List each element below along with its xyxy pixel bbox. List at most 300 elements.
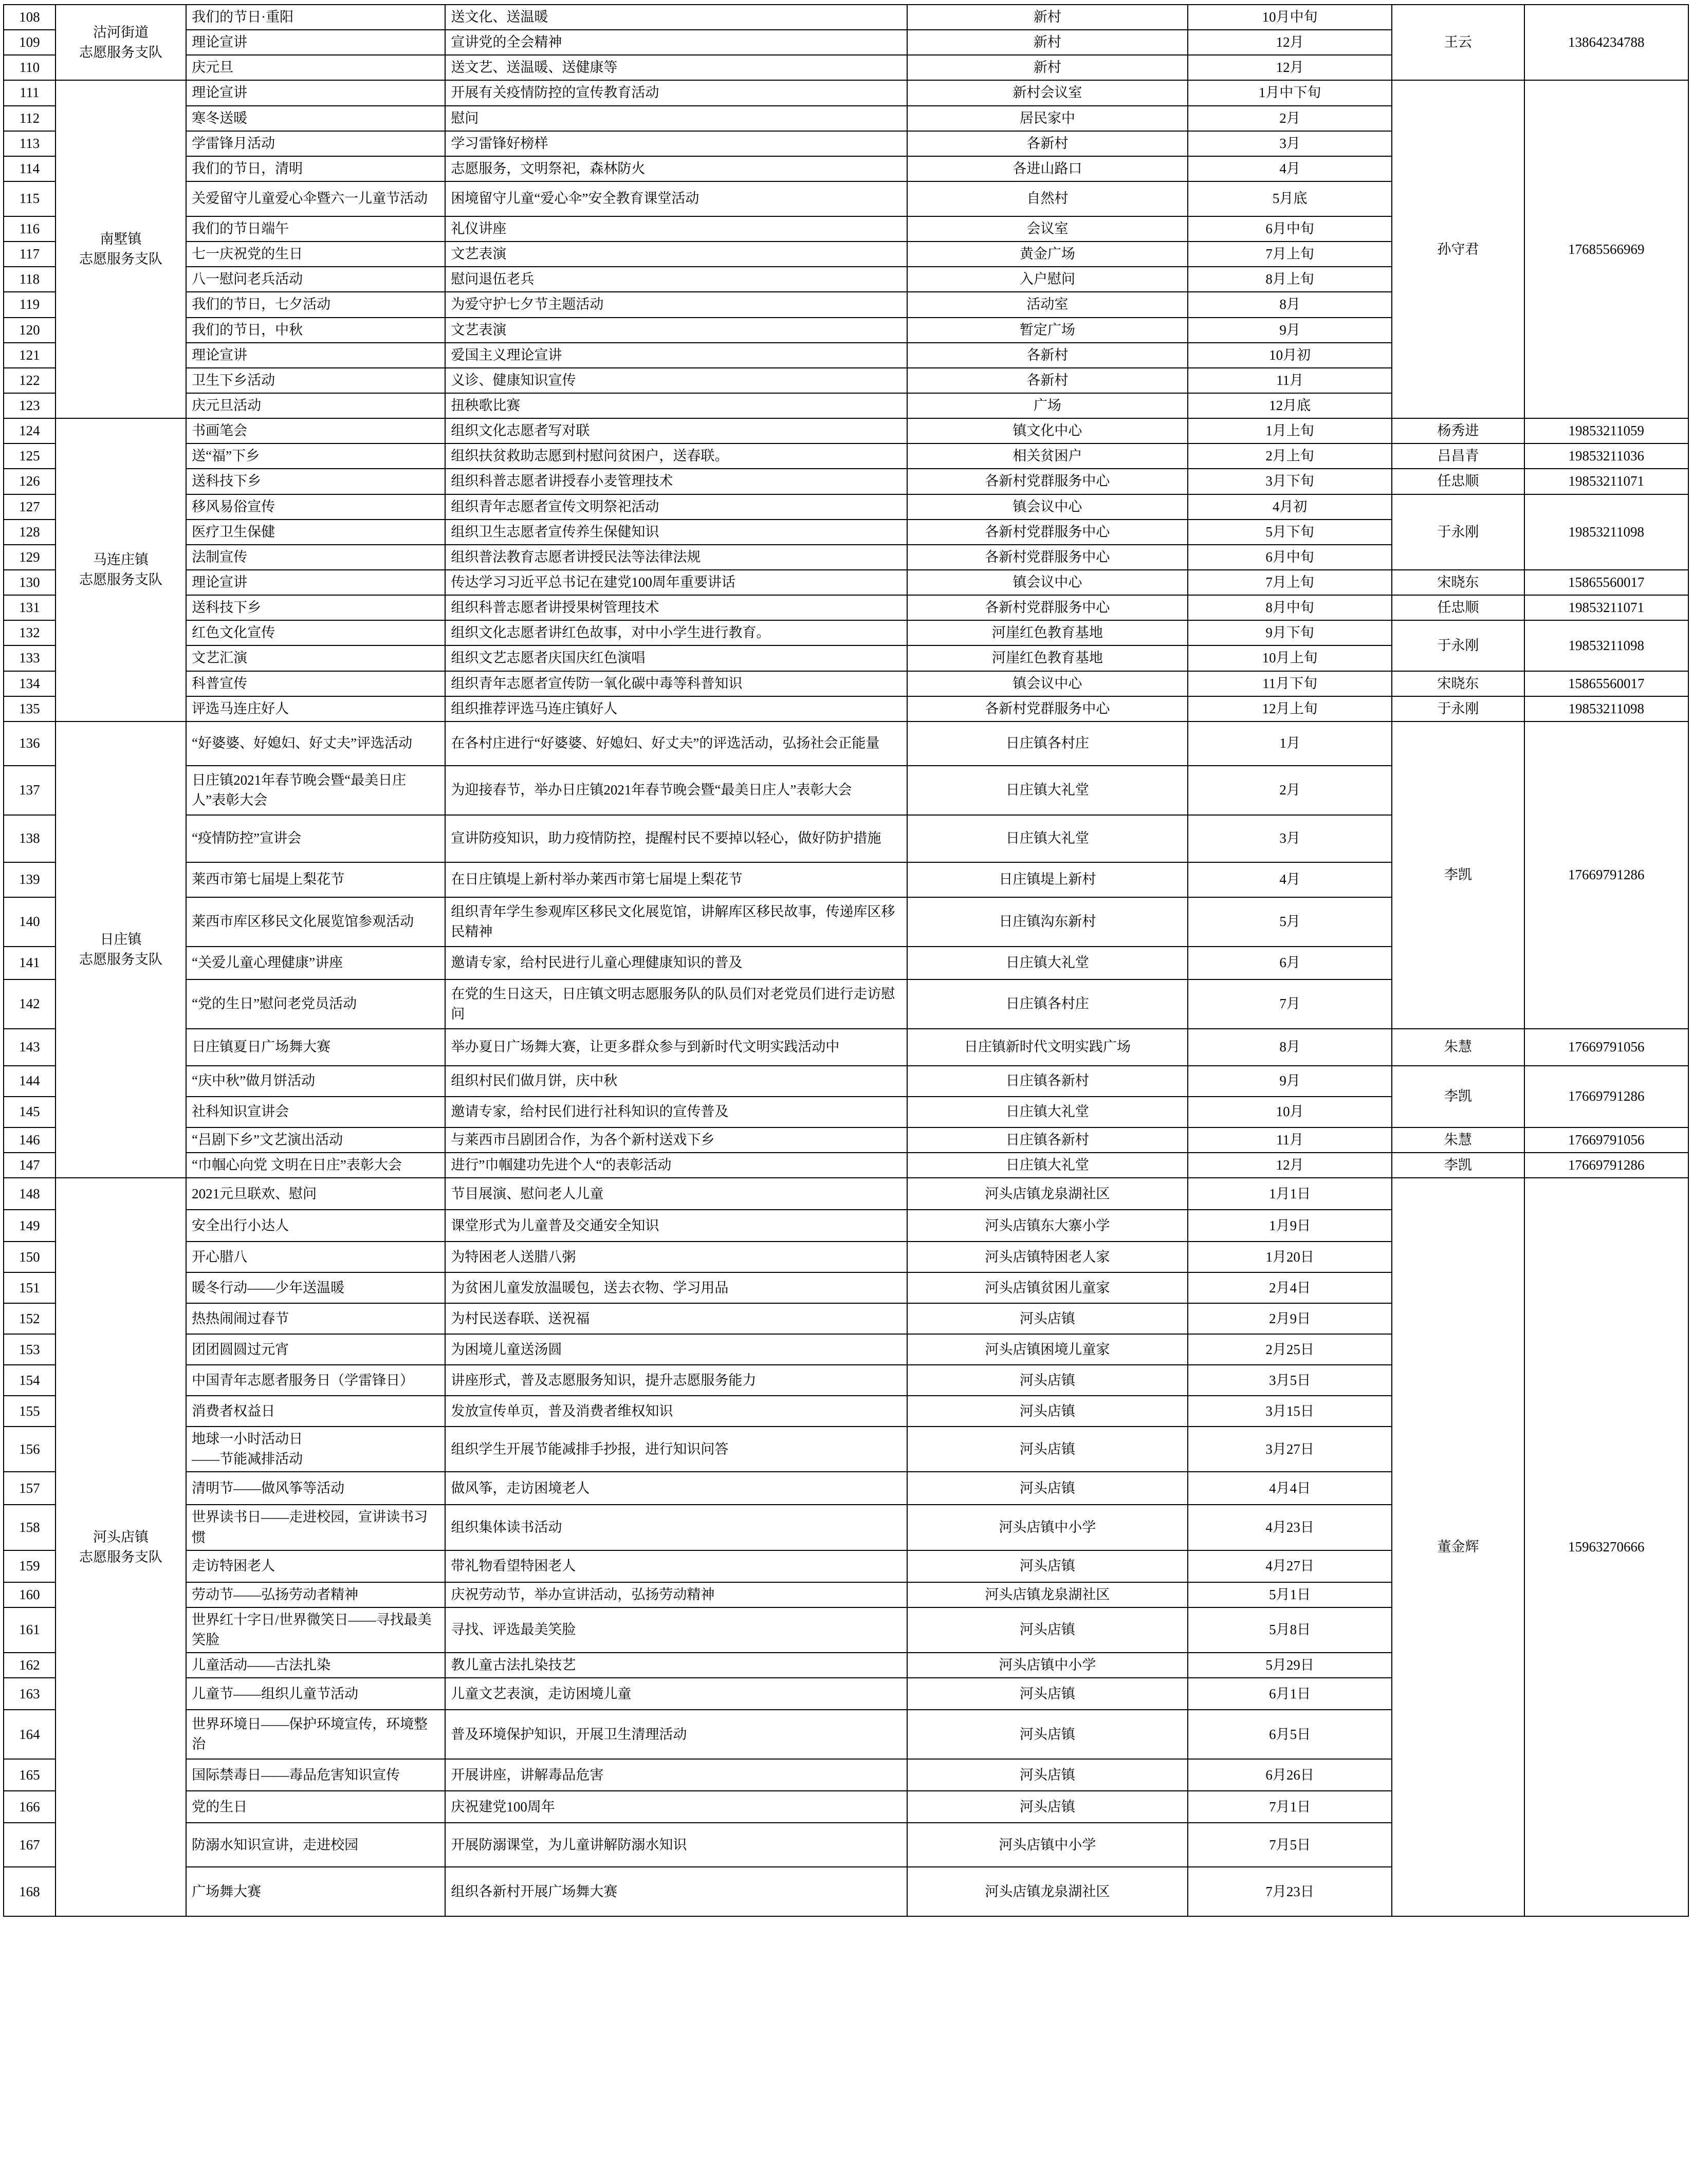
activity-name-cell: “关爱儿童心理健康”讲座	[186, 947, 445, 979]
row-number-cell: 154	[4, 1365, 56, 1396]
contact-person-cell: 宋晓东	[1392, 671, 1524, 696]
activity-name-cell: 地球一小时活动日 ——节能减排活动	[186, 1427, 445, 1472]
activity-content-cell: 与莱西市吕剧团合作，为各个新村送戏下乡	[445, 1127, 907, 1153]
activity-place-cell: 河头店镇	[907, 1396, 1188, 1427]
activity-content-cell: 组织文化志愿者写对联	[445, 418, 907, 443]
activity-name-cell: 卫生下乡活动	[186, 368, 445, 393]
activity-time-cell: 12月	[1188, 55, 1392, 80]
row-number-cell: 165	[4, 1759, 56, 1791]
activity-name-cell: 社科知识宣讲会	[186, 1097, 445, 1127]
activity-name-cell: 学雷锋月活动	[186, 131, 445, 156]
activity-name-cell: 防溺水知识宣讲，走进校园	[186, 1823, 445, 1867]
contact-person-cell: 宋晓东	[1392, 570, 1524, 595]
row-number-cell: 121	[4, 343, 56, 368]
contact-phone-cell: 15865560017	[1524, 570, 1688, 595]
activity-content-cell: 组织扶贫救助志愿到村慰问贫困户，送春联。	[445, 443, 907, 469]
activity-name-cell: 理论宣讲	[186, 80, 445, 105]
activity-content-cell: 学习雷锋好榜样	[445, 131, 907, 156]
activity-name-cell: 2021元旦联欢、慰问	[186, 1178, 445, 1210]
contact-phone-cell: 17669791286	[1524, 1066, 1688, 1127]
activity-place-cell: 日庄镇新时代文明实践广场	[907, 1029, 1188, 1066]
activity-time-cell: 12月	[1188, 1153, 1392, 1178]
row-number-cell: 158	[4, 1505, 56, 1550]
activity-time-cell: 1月中下旬	[1188, 80, 1392, 105]
table-row	[4, 721, 1688, 766]
activity-content-cell: 庆祝建党100周年	[445, 1791, 907, 1823]
activity-place-cell: 河头店镇东大寨小学	[907, 1210, 1188, 1242]
activity-name-cell: 庆元旦	[186, 55, 445, 80]
activity-time-cell: 7月上旬	[1188, 570, 1392, 595]
row-number-cell: 123	[4, 393, 56, 418]
activity-name-cell: 文艺汇演	[186, 645, 445, 671]
activity-content-cell: 文艺表演	[445, 318, 907, 343]
activity-content-cell: 困境留守儿童“爱心伞”安全教育课堂活动	[445, 181, 907, 216]
activity-time-cell: 3月15日	[1188, 1396, 1392, 1427]
activity-time-cell: 1月	[1188, 721, 1392, 766]
activity-place-cell: 各新村党群服务中心	[907, 545, 1188, 570]
row-number-cell: 168	[4, 1867, 56, 1916]
row-number-cell: 155	[4, 1396, 56, 1427]
row-number-cell: 130	[4, 570, 56, 595]
row-number-cell: 148	[4, 1178, 56, 1210]
activity-time-cell: 1月20日	[1188, 1242, 1392, 1272]
row-number-cell: 108	[4, 5, 56, 30]
activity-name-cell: “庆中秋”做月饼活动	[186, 1066, 445, 1097]
activity-place-cell: 河头店镇	[907, 1678, 1188, 1710]
activity-content-cell: 教儿童古法扎染技艺	[445, 1653, 907, 1678]
activity-place-cell: 各新村	[907, 368, 1188, 393]
activity-time-cell: 10月上旬	[1188, 645, 1392, 671]
activity-place-cell: 入户慰问	[907, 267, 1188, 292]
contact-phone-cell: 17669791286	[1524, 721, 1688, 1029]
activity-time-cell: 5月	[1188, 897, 1392, 947]
contact-person-cell: 李凯	[1392, 1066, 1524, 1127]
activity-content-cell: 开展防溺课堂，为儿童讲解防溺水知识	[445, 1823, 907, 1867]
activity-name-cell: “吕剧下乡”文艺演出活动	[186, 1127, 445, 1153]
activity-name-cell: 我们的节日，七夕活动	[186, 292, 445, 317]
table-row	[4, 5, 1688, 30]
contact-person-cell: 王云	[1392, 5, 1524, 80]
contact-phone-cell: 19853211098	[1524, 620, 1688, 671]
activity-name-cell: 寒冬送暖	[186, 106, 445, 131]
row-number-cell: 159	[4, 1550, 56, 1582]
activity-name-cell: 莱西市库区移民文化展览馆参观活动	[186, 897, 445, 947]
team-name-cell: 南墅镇 志愿服务支队	[56, 80, 186, 418]
activity-place-cell: 河崖红色教育基地	[907, 645, 1188, 671]
activity-content-cell: 志愿服务，文明祭祀，森林防火	[445, 156, 907, 181]
activity-name-cell: “党的生日”慰问老党员活动	[186, 979, 445, 1029]
contact-person-cell: 董金辉	[1392, 1178, 1524, 1916]
activity-name-cell: 日庄镇2021年春节晚会暨“最美日庄人”表彰大会	[186, 766, 445, 815]
volunteer-activity-table	[3, 4, 1689, 1917]
activity-place-cell: 日庄镇堤上新村	[907, 862, 1188, 897]
activity-place-cell: 新村	[907, 5, 1188, 30]
activity-name-cell: “好婆婆、好媳妇、好丈夫”评选活动	[186, 721, 445, 766]
activity-name-cell: 八一慰问老兵活动	[186, 267, 445, 292]
activity-time-cell: 12月底	[1188, 393, 1392, 418]
activity-content-cell: 义诊、健康知识宣传	[445, 368, 907, 393]
row-number-cell: 119	[4, 292, 56, 317]
activity-place-cell: 各进山路口	[907, 156, 1188, 181]
activity-time-cell: 8月中旬	[1188, 595, 1392, 620]
row-number-cell: 114	[4, 156, 56, 181]
activity-name-cell: 红色文化宣传	[186, 620, 445, 645]
activity-place-cell: 河头店镇龙泉湖社区	[907, 1867, 1188, 1916]
activity-name-cell: 送科技下乡	[186, 595, 445, 620]
activity-name-cell: 科普宣传	[186, 671, 445, 696]
row-number-cell: 122	[4, 368, 56, 393]
activity-time-cell: 11月	[1188, 1127, 1392, 1153]
activity-content-cell: 组织村民们做月饼，庆中秋	[445, 1066, 907, 1097]
row-number-cell: 162	[4, 1653, 56, 1678]
contact-person-cell: 于永刚	[1392, 620, 1524, 671]
activity-place-cell: 河头店镇中小学	[907, 1505, 1188, 1550]
activity-place-cell: 河头店镇	[907, 1365, 1188, 1396]
activity-content-cell: 为迎接春节，举办日庄镇2021年春节晚会暨“最美日庄人”表彰大会	[445, 766, 907, 815]
activity-content-cell: 组织文化志愿者讲红色故事，对中小学生进行教育。	[445, 620, 907, 645]
activity-content-cell: 组织普法教育志愿者讲授民法等法律法规	[445, 545, 907, 570]
row-number-cell: 143	[4, 1029, 56, 1066]
activity-time-cell: 11月	[1188, 368, 1392, 393]
row-number-cell: 110	[4, 55, 56, 80]
activity-content-cell: 节目展演、慰问老人儿童	[445, 1178, 907, 1210]
table-body	[4, 5, 1688, 1916]
activity-time-cell: 4月4日	[1188, 1472, 1392, 1505]
activity-content-cell: 举办夏日广场舞大赛，让更多群众参与到新时代文明实践活动中	[445, 1029, 907, 1066]
activity-place-cell: 河头店镇龙泉湖社区	[907, 1582, 1188, 1607]
row-number-cell: 125	[4, 443, 56, 469]
activity-place-cell: 各新村党群服务中心	[907, 520, 1188, 545]
activity-content-cell: 开展有关疫情防控的宣传教育活动	[445, 80, 907, 105]
activity-time-cell: 4月27日	[1188, 1550, 1392, 1582]
activity-name-cell: 我们的节日，中秋	[186, 318, 445, 343]
activity-time-cell: 6月1日	[1188, 1678, 1392, 1710]
activity-name-cell: 开心腊八	[186, 1242, 445, 1272]
contact-person-cell: 于永刚	[1392, 494, 1524, 570]
row-number-cell: 138	[4, 815, 56, 862]
activity-place-cell: 各新村	[907, 343, 1188, 368]
activity-content-cell: 寻找、评选最美笑脸	[445, 1607, 907, 1653]
activity-time-cell: 2月	[1188, 766, 1392, 815]
contact-person-cell: 李凯	[1392, 1153, 1524, 1178]
activity-time-cell: 2月9日	[1188, 1303, 1392, 1334]
table-row	[4, 671, 1688, 696]
activity-time-cell: 2月4日	[1188, 1272, 1392, 1303]
activity-place-cell: 河崖红色教育基地	[907, 620, 1188, 645]
activity-content-cell: 庆祝劳动节，举办宣讲活动，弘扬劳动精神	[445, 1582, 907, 1607]
activity-time-cell: 12月	[1188, 30, 1392, 55]
activity-name-cell: 消费者权益日	[186, 1396, 445, 1427]
row-number-cell: 153	[4, 1334, 56, 1365]
activity-name-cell: 评选马连庄好人	[186, 696, 445, 721]
activity-name-cell: 我们的节日端午	[186, 216, 445, 242]
activity-content-cell: 礼仪讲座	[445, 216, 907, 242]
contact-person-cell: 朱慧	[1392, 1029, 1524, 1066]
row-number-cell: 144	[4, 1066, 56, 1097]
activity-place-cell: 日庄镇大礼堂	[907, 947, 1188, 979]
activity-content-cell: 在党的生日这天，日庄镇文明志愿服务队的队员们对老党员们进行走访慰问	[445, 979, 907, 1029]
activity-place-cell: 会议室	[907, 216, 1188, 242]
activity-time-cell: 3月	[1188, 815, 1392, 862]
activity-name-cell: 世界环境日——保护环境宣传，环境整治	[186, 1710, 445, 1759]
activity-content-cell: 普及环境保护知识，开展卫生清理活动	[445, 1710, 907, 1759]
row-number-cell: 113	[4, 131, 56, 156]
activity-time-cell: 3月5日	[1188, 1365, 1392, 1396]
table-row	[4, 1127, 1688, 1153]
row-number-cell: 115	[4, 181, 56, 216]
activity-time-cell: 10月	[1188, 1097, 1392, 1127]
activity-name-cell: “巾帼心向党 文明在日庄”表彰大会	[186, 1153, 445, 1178]
row-number-cell: 160	[4, 1582, 56, 1607]
activity-place-cell: 河头店镇	[907, 1607, 1188, 1653]
row-number-cell: 164	[4, 1710, 56, 1759]
activity-place-cell: 河头店镇中小学	[907, 1653, 1188, 1678]
table-row	[4, 1178, 1688, 1210]
activity-content-cell: 为村民送春联、送祝福	[445, 1303, 907, 1334]
row-number-cell: 142	[4, 979, 56, 1029]
activity-content-cell: 宣讲党的全会精神	[445, 30, 907, 55]
table-row	[4, 570, 1688, 595]
row-number-cell: 118	[4, 267, 56, 292]
activity-time-cell: 7月23日	[1188, 1867, 1392, 1916]
contact-phone-cell: 17669791056	[1524, 1029, 1688, 1066]
team-name-cell: 河头店镇 志愿服务支队	[56, 1178, 186, 1916]
activity-place-cell: 居民家中	[907, 106, 1188, 131]
activity-content-cell: 组织学生开展节能减排手抄报，进行知识问答	[445, 1427, 907, 1472]
activity-content-cell: 组织推荐评选马连庄镇好人	[445, 696, 907, 721]
activity-place-cell: 河头店镇贫困儿童家	[907, 1272, 1188, 1303]
activity-time-cell: 8月上旬	[1188, 267, 1392, 292]
activity-content-cell: 儿童文艺表演，走访困境儿童	[445, 1678, 907, 1710]
row-number-cell: 133	[4, 645, 56, 671]
activity-content-cell: 发放宣传单页，普及消费者维权知识	[445, 1396, 907, 1427]
row-number-cell: 117	[4, 242, 56, 267]
table-row	[4, 620, 1688, 645]
activity-content-cell: 组织科普志愿者讲授果树管理技术	[445, 595, 907, 620]
activity-place-cell: 河头店镇困境儿童家	[907, 1334, 1188, 1365]
activity-time-cell: 9月下旬	[1188, 620, 1392, 645]
row-number-cell: 157	[4, 1472, 56, 1505]
row-number-cell: 149	[4, 1210, 56, 1242]
table-row	[4, 443, 1688, 469]
activity-content-cell: 慰问	[445, 106, 907, 131]
activity-time-cell: 5月下旬	[1188, 520, 1392, 545]
activity-place-cell: 河头店镇中小学	[907, 1823, 1188, 1867]
contact-phone-cell: 15865560017	[1524, 671, 1688, 696]
activity-time-cell: 5月29日	[1188, 1653, 1392, 1678]
activity-time-cell: 8月	[1188, 1029, 1392, 1066]
activity-content-cell: 为特困老人送腊八粥	[445, 1242, 907, 1272]
row-number-cell: 131	[4, 595, 56, 620]
activity-time-cell: 5月1日	[1188, 1582, 1392, 1607]
activity-time-cell: 5月底	[1188, 181, 1392, 216]
activity-name-cell: 送“福”下乡	[186, 443, 445, 469]
activity-name-cell: 广场舞大赛	[186, 1867, 445, 1916]
contact-phone-cell: 19853211098	[1524, 494, 1688, 570]
activity-name-cell: 理论宣讲	[186, 343, 445, 368]
activity-place-cell: 日庄镇大礼堂	[907, 1097, 1188, 1127]
table-row	[4, 1029, 1688, 1066]
activity-content-cell: 送文艺、送温暖、送健康等	[445, 55, 907, 80]
row-number-cell: 128	[4, 520, 56, 545]
activity-place-cell: 活动室	[907, 292, 1188, 317]
activity-name-cell: 庆元旦活动	[186, 393, 445, 418]
activity-time-cell: 1月9日	[1188, 1210, 1392, 1242]
table-row	[4, 1066, 1688, 1097]
contact-person-cell: 杨秀进	[1392, 418, 1524, 443]
activity-place-cell: 河头店镇	[907, 1791, 1188, 1823]
activity-content-cell: 邀请专家，给村民们进行社科知识的宣传普及	[445, 1097, 907, 1127]
activity-place-cell: 各新村党群服务中心	[907, 595, 1188, 620]
activity-name-cell: 我们的节日，清明	[186, 156, 445, 181]
row-number-cell: 124	[4, 418, 56, 443]
activity-time-cell: 4月初	[1188, 494, 1392, 520]
activity-place-cell: 日庄镇各村庄	[907, 721, 1188, 766]
table-row	[4, 80, 1688, 105]
activity-place-cell: 暂定广场	[907, 318, 1188, 343]
activity-content-cell: 组织科普志愿者讲授春小麦管理技术	[445, 469, 907, 494]
activity-time-cell: 7月	[1188, 979, 1392, 1029]
activity-name-cell: 关爱留守儿童爱心伞暨六一儿童节活动	[186, 181, 445, 216]
activity-name-cell: 理论宣讲	[186, 30, 445, 55]
row-number-cell: 135	[4, 696, 56, 721]
activity-name-cell: 医疗卫生保健	[186, 520, 445, 545]
table-row	[4, 469, 1688, 494]
activity-name-cell: 书画笔会	[186, 418, 445, 443]
contact-phone-cell: 15963270666	[1524, 1178, 1688, 1916]
contact-phone-cell: 19853211071	[1524, 469, 1688, 494]
table-row	[4, 494, 1688, 520]
activity-content-cell: 组织青年志愿者宣传文明祭祀活动	[445, 494, 907, 520]
row-number-cell: 109	[4, 30, 56, 55]
activity-content-cell: 在各村庄进行“好婆婆、好媳妇、好丈夫”的评选活动，弘扬社会正能量	[445, 721, 907, 766]
activity-name-cell: 移风易俗宣传	[186, 494, 445, 520]
contact-person-cell: 任忠顺	[1392, 469, 1524, 494]
row-number-cell: 166	[4, 1791, 56, 1823]
row-number-cell: 112	[4, 106, 56, 131]
team-name-cell: 沽河街道 志愿服务支队	[56, 5, 186, 80]
activity-place-cell: 镇文化中心	[907, 418, 1188, 443]
activity-name-cell: 党的生日	[186, 1791, 445, 1823]
activity-time-cell: 6月中旬	[1188, 216, 1392, 242]
row-number-cell: 167	[4, 1823, 56, 1867]
row-number-cell: 161	[4, 1607, 56, 1653]
team-name-cell: 马连庄镇 志愿服务支队	[56, 418, 186, 721]
activity-content-cell: 组织各新村开展广场舞大赛	[445, 1867, 907, 1916]
activity-name-cell: 理论宣讲	[186, 570, 445, 595]
activity-time-cell: 2月25日	[1188, 1334, 1392, 1365]
activity-time-cell: 9月	[1188, 1066, 1392, 1097]
activity-place-cell: 新村会议室	[907, 80, 1188, 105]
activity-name-cell: 莱西市第七届堤上梨花节	[186, 862, 445, 897]
activity-place-cell: 相关贫困户	[907, 443, 1188, 469]
activity-name-cell: 走访特困老人	[186, 1550, 445, 1582]
contact-phone-cell: 13864234788	[1524, 5, 1688, 80]
activity-content-cell: 文艺表演	[445, 242, 907, 267]
row-number-cell: 156	[4, 1427, 56, 1472]
activity-place-cell: 河头店镇龙泉湖社区	[907, 1178, 1188, 1210]
activity-time-cell: 6月5日	[1188, 1710, 1392, 1759]
activity-name-cell: 法制宣传	[186, 545, 445, 570]
activity-place-cell: 河头店镇	[907, 1427, 1188, 1472]
activity-time-cell: 2月	[1188, 106, 1392, 131]
activity-place-cell: 镇会议中心	[907, 494, 1188, 520]
contact-phone-cell: 19853211059	[1524, 418, 1688, 443]
activity-time-cell: 1月上旬	[1188, 418, 1392, 443]
activity-time-cell: 1月1日	[1188, 1178, 1392, 1210]
activity-content-cell: 组织卫生志愿者宣传养生保健知识	[445, 520, 907, 545]
contact-person-cell: 孙守君	[1392, 80, 1524, 418]
activity-place-cell: 各新村党群服务中心	[907, 696, 1188, 721]
activity-place-cell: 日庄镇沟东新村	[907, 897, 1188, 947]
activity-time-cell: 8月	[1188, 292, 1392, 317]
activity-content-cell: 进行”巾帼建功先进个人“的表彰活动	[445, 1153, 907, 1178]
activity-time-cell: 11月下旬	[1188, 671, 1392, 696]
activity-name-cell: “疫情防控”宣讲会	[186, 815, 445, 862]
activity-time-cell: 3月	[1188, 131, 1392, 156]
activity-content-cell: 爱国主义理论宣讲	[445, 343, 907, 368]
row-number-cell: 111	[4, 80, 56, 105]
activity-name-cell: 劳动节——弘扬劳动者精神	[186, 1582, 445, 1607]
activity-place-cell: 新村	[907, 30, 1188, 55]
activity-place-cell: 河头店镇特困老人家	[907, 1242, 1188, 1272]
activity-name-cell: 团团圆圆过元宵	[186, 1334, 445, 1365]
activity-place-cell: 日庄镇各新村	[907, 1127, 1188, 1153]
activity-time-cell: 6月中旬	[1188, 545, 1392, 570]
row-number-cell: 140	[4, 897, 56, 947]
activity-time-cell: 9月	[1188, 318, 1392, 343]
contact-person-cell: 任忠顺	[1392, 595, 1524, 620]
row-number-cell: 146	[4, 1127, 56, 1153]
activity-content-cell: 组织集体读书活动	[445, 1505, 907, 1550]
row-number-cell: 139	[4, 862, 56, 897]
activity-time-cell: 4月	[1188, 156, 1392, 181]
activity-place-cell: 河头店镇	[907, 1759, 1188, 1791]
activity-place-cell: 日庄镇各村庄	[907, 979, 1188, 1029]
row-number-cell: 163	[4, 1678, 56, 1710]
activity-place-cell: 日庄镇各新村	[907, 1066, 1188, 1097]
activity-place-cell: 河头店镇	[907, 1303, 1188, 1334]
activity-content-cell: 为困境儿童送汤圆	[445, 1334, 907, 1365]
activity-content-cell: 做风筝，走访困境老人	[445, 1472, 907, 1505]
row-number-cell: 137	[4, 766, 56, 815]
contact-phone-cell: 19853211071	[1524, 595, 1688, 620]
activity-content-cell: 组织青年学生参观库区移民文化展览馆，讲解库区移民故事，传递库区移民精神	[445, 897, 907, 947]
activity-name-cell: 儿童节——组织儿童节活动	[186, 1678, 445, 1710]
activity-content-cell: 宣讲防疫知识，助力疫情防控，提醒村民不要掉以轻心，做好防护措施	[445, 815, 907, 862]
activity-place-cell: 各新村党群服务中心	[907, 469, 1188, 494]
activity-place-cell: 广场	[907, 393, 1188, 418]
row-number-cell: 120	[4, 318, 56, 343]
table-row	[4, 595, 1688, 620]
activity-content-cell: 在日庄镇堤上新村举办莱西市第七届堤上梨花节	[445, 862, 907, 897]
activity-name-cell: 七一庆祝党的生日	[186, 242, 445, 267]
contact-person-cell: 朱慧	[1392, 1127, 1524, 1153]
row-number-cell: 116	[4, 216, 56, 242]
activity-time-cell: 7月5日	[1188, 1823, 1392, 1867]
activity-content-cell: 邀请专家，给村民进行儿童心理健康知识的普及	[445, 947, 907, 979]
activity-name-cell: 暖冬行动——少年送温暖	[186, 1272, 445, 1303]
activity-place-cell: 自然村	[907, 181, 1188, 216]
activity-time-cell: 3月27日	[1188, 1427, 1392, 1472]
contact-phone-cell: 17685566969	[1524, 80, 1688, 418]
activity-content-cell: 组织青年志愿者宣传防一氧化碳中毒等科普知识	[445, 671, 907, 696]
activity-name-cell: 世界读书日——走进校园，宣讲读书习惯	[186, 1505, 445, 1550]
row-number-cell: 150	[4, 1242, 56, 1272]
activity-place-cell: 日庄镇大礼堂	[907, 815, 1188, 862]
activity-name-cell: 安全出行小达人	[186, 1210, 445, 1242]
row-number-cell: 129	[4, 545, 56, 570]
